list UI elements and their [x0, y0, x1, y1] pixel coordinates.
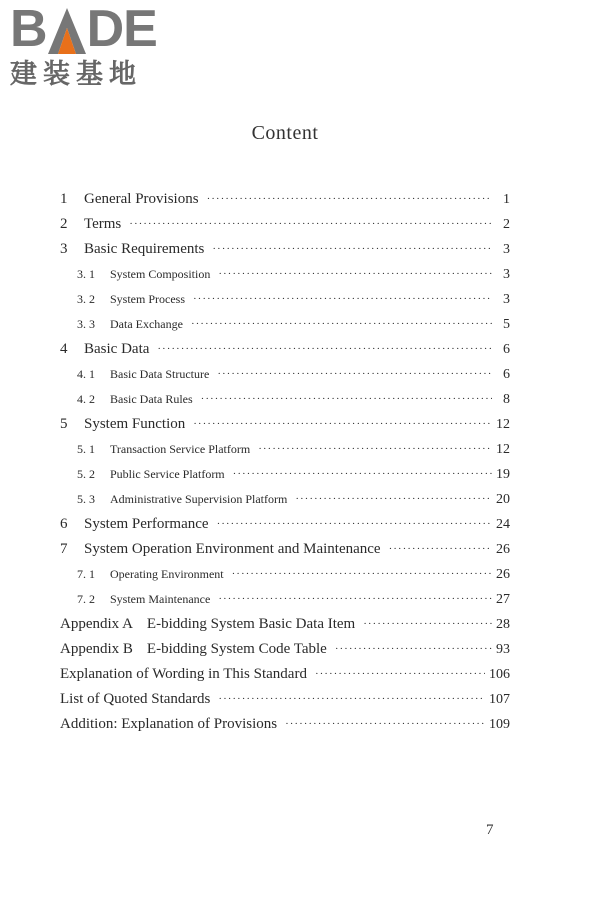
toc-entry-page: 6 — [503, 342, 510, 357]
toc-entry[interactable] — [60, 237, 510, 262]
toc-entry-title: Data Exchange — [110, 317, 183, 331]
toc-entry-page: 106 — [489, 667, 510, 682]
toc-entry-page: 26 — [496, 567, 510, 582]
toc-entry-text — [60, 712, 277, 737]
toc-entry-page: 24 — [496, 517, 510, 532]
toc-entry[interactable] — [60, 262, 510, 287]
toc-entry-text — [60, 662, 307, 687]
toc-entry-title: Basic Data Rules — [110, 392, 193, 406]
page-title: Content — [251, 122, 319, 144]
toc-entry-title: Basic Data Structure — [110, 367, 210, 381]
toc-entry-page: 3 — [503, 267, 510, 282]
toc-entry-number: 3 — [60, 241, 68, 257]
toc-leader-dots — [295, 487, 492, 512]
logo-letters-de: DE — [86, 0, 157, 58]
toc-leader-dots — [218, 687, 485, 712]
toc-entry-number: 3. 3 — [77, 317, 95, 331]
toc-entry-page: 93 — [496, 642, 510, 657]
toc-entry[interactable] — [60, 412, 510, 437]
toc-entry-text — [60, 512, 209, 537]
toc-leader-dots — [232, 562, 492, 587]
toc-leader-dots — [157, 337, 492, 362]
toc-entry[interactable] — [60, 437, 510, 462]
toc-entry-text — [60, 212, 121, 237]
toc-entry[interactable] — [60, 562, 510, 587]
toc-entry-number: 6 — [60, 516, 68, 532]
toc-entry-text — [60, 462, 225, 487]
toc-entry-text — [60, 587, 210, 612]
toc-entry-number: 5. 3 — [77, 492, 95, 506]
toc-leader-dots — [191, 312, 492, 337]
toc-entry-title: General Provisions — [84, 191, 199, 207]
toc-entry-number: 4 — [60, 341, 68, 357]
toc-entry-text — [60, 287, 185, 312]
toc-leader-dots — [258, 437, 492, 462]
toc-entry-title: System Function — [84, 416, 186, 432]
toc-entry-title: Explanation of Wording in This Standard — [60, 666, 307, 682]
toc-entry-page: 1 — [503, 192, 510, 207]
toc-entry[interactable] — [60, 612, 510, 637]
toc-entry-title: List of Quoted Standards — [60, 691, 211, 707]
toc-entry[interactable] — [60, 337, 510, 362]
toc-entry-title: Public Service Platform — [110, 467, 225, 481]
toc-entry[interactable] — [60, 187, 510, 212]
toc-entry-page: 27 — [496, 592, 510, 607]
toc-entry-number: 4. 1 — [77, 367, 95, 381]
toc-entry-title: System Performance — [84, 516, 209, 532]
toc-entry-page: 19 — [496, 467, 510, 482]
bade-logo — [10, 0, 157, 90]
toc-entry-number: Appendix A — [60, 616, 133, 632]
toc-entry-text — [60, 387, 193, 412]
toc-entry-page: 3 — [503, 292, 510, 307]
toc-entry-text — [60, 487, 287, 512]
toc-leader-dots — [233, 462, 492, 487]
toc-entry[interactable] — [60, 212, 510, 237]
toc-entry-text — [60, 187, 199, 212]
toc-entry-title: Administrative Supervision Platform — [110, 492, 288, 506]
toc-entry-title: System Composition — [110, 267, 211, 281]
toc-entry-page: 6 — [503, 367, 510, 382]
toc-entry-text — [60, 687, 210, 712]
toc-entry-page: 28 — [496, 617, 510, 632]
toc-entry[interactable] — [60, 662, 510, 687]
toc-entry-title: System Operation Environment and Maintenance — [84, 541, 381, 557]
toc-entry-title: Addition: Explanation of Provisions — [60, 716, 278, 732]
toc-entry-title: Terms — [84, 216, 122, 232]
toc-leader-dots — [193, 287, 492, 312]
toc-entry-title: System Process — [110, 292, 185, 306]
toc-entry-title: E-bidding System Code Table — [146, 641, 327, 657]
page-number: 7 — [486, 822, 494, 838]
toc-leader-dots — [285, 712, 485, 737]
logo-a-icon — [48, 8, 86, 54]
toc-entry-text — [60, 362, 209, 387]
logo-chinese-name: 建装基地 — [10, 59, 142, 90]
toc-entry-number: 2 — [60, 216, 68, 232]
toc-leader-dots — [217, 512, 492, 537]
toc-entry-number: 5 — [60, 416, 68, 432]
toc-entry[interactable] — [60, 637, 510, 662]
toc-entry-number: Appendix B — [60, 641, 133, 657]
toc-entry-page: 20 — [496, 492, 510, 507]
toc-entry[interactable] — [60, 512, 510, 537]
toc-entry[interactable] — [60, 312, 510, 337]
toc-leader-dots — [335, 637, 492, 662]
logo-letter-b: B — [10, 0, 47, 58]
toc-entry-title: Transaction Service Platform — [110, 442, 251, 456]
toc-leader-dots — [129, 212, 492, 237]
toc-entry-page: 8 — [503, 392, 510, 407]
toc-entry-text — [60, 337, 149, 362]
toc-entry[interactable] — [60, 487, 510, 512]
toc-leader-dots — [207, 187, 492, 212]
toc-entry-number: 1 — [60, 191, 68, 207]
toc-leader-dots — [193, 412, 492, 437]
toc-entry-number: 7. 2 — [77, 592, 95, 606]
toc-leader-dots — [217, 362, 492, 387]
toc-entry-text — [60, 562, 224, 587]
toc-entry-page: 3 — [503, 242, 510, 257]
toc-entry[interactable] — [60, 587, 510, 612]
toc-leader-dots — [212, 237, 492, 262]
toc-entry-number: 5. 1 — [77, 442, 95, 456]
toc-entry[interactable] — [60, 287, 510, 312]
toc-entry[interactable] — [60, 537, 510, 562]
toc-leader-dots — [315, 662, 485, 687]
toc-entry-page: 12 — [496, 417, 510, 432]
toc-entry-number: 3. 1 — [77, 267, 95, 281]
toc-entry-number: 7. 1 — [77, 567, 95, 581]
toc-entry[interactable] — [60, 387, 510, 412]
toc-entry-page: 107 — [489, 692, 510, 707]
toc-entry-number: 5. 2 — [77, 467, 95, 481]
toc-entry-text — [60, 537, 381, 562]
toc-entry-title: System Maintenance — [110, 592, 211, 606]
toc-entry[interactable] — [60, 362, 510, 387]
toc-entry-title: Basic Requirements — [84, 241, 205, 257]
toc-leader-dots — [218, 262, 492, 287]
table-of-contents — [60, 187, 510, 737]
toc-entry-text — [60, 262, 210, 287]
logo-letter-a — [48, 8, 86, 54]
toc-entry-title: Operating Environment — [110, 567, 224, 581]
toc-entry-number: 4. 2 — [77, 392, 95, 406]
toc-entry-page: 12 — [496, 442, 510, 457]
toc-entry-text — [60, 412, 185, 437]
toc-entry-text — [60, 237, 204, 262]
logo-wordmark — [10, 0, 157, 58]
toc-entry-text — [60, 637, 327, 662]
toc-entry-text — [60, 312, 183, 337]
toc-entry[interactable] — [60, 687, 510, 712]
toc-entry-number: 3. 2 — [77, 292, 95, 306]
toc-entry-text — [60, 437, 250, 462]
toc-entry[interactable] — [60, 712, 510, 737]
toc-leader-dots — [201, 387, 492, 412]
toc-entry[interactable] — [60, 462, 510, 487]
toc-entry-title: E-bidding System Basic Data Item — [146, 616, 356, 632]
toc-leader-dots — [363, 612, 492, 637]
toc-entry-text — [60, 612, 355, 637]
toc-leader-dots — [389, 537, 492, 562]
toc-entry-page: 2 — [503, 217, 510, 232]
toc-entry-page: 5 — [503, 317, 510, 332]
toc-entry-page: 109 — [489, 717, 510, 732]
toc-entry-page: 26 — [496, 542, 510, 557]
toc-entry-title: Basic Data — [84, 341, 150, 357]
toc-entry-number: 7 — [60, 541, 68, 557]
toc-leader-dots — [218, 587, 492, 612]
